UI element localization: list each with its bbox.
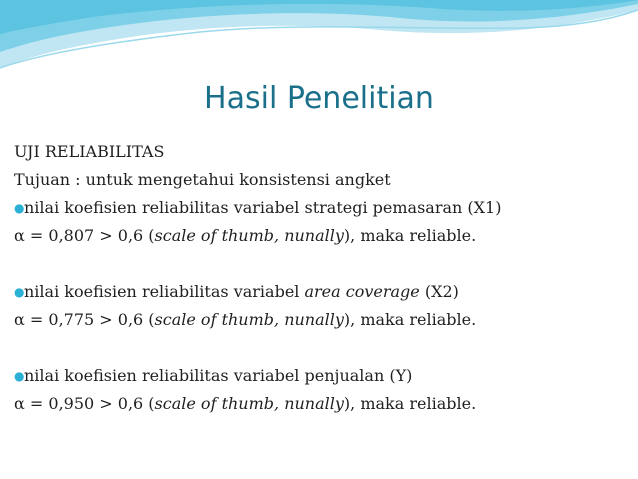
bullet-text-suffix: (Y) xyxy=(384,366,413,385)
result-suffix: ), maka reliable. xyxy=(343,394,477,413)
section-heading: UJI RELIABILITAS xyxy=(14,142,165,161)
bullet-text-suffix: (X1) xyxy=(462,198,502,217)
bullet-icon: ● xyxy=(14,201,25,215)
slide-title: Hasil Penelitian xyxy=(204,81,434,116)
bullet-variable: strategi pemasaran xyxy=(304,198,463,217)
result-prefix: α = 0,807 > 0,6 ( xyxy=(14,226,155,245)
bullet-text-suffix: (X2) xyxy=(419,282,459,301)
bullet-variable: penjualan xyxy=(304,366,385,385)
spacer xyxy=(14,250,624,278)
result-suffix: ), maka reliable. xyxy=(343,310,477,329)
result-reference: scale of thumb, nunally xyxy=(154,310,344,329)
slide-body xyxy=(14,138,624,418)
result-line-x1 xyxy=(14,222,624,250)
bullet-text-prefix: nilai koefisien reliabilitas variabel xyxy=(24,366,305,385)
result-line-y xyxy=(14,390,624,418)
result-line-x2 xyxy=(14,306,624,334)
result-prefix: α = 0,775 > 0,6 ( xyxy=(14,310,155,329)
result-reference: scale of thumb, nunally xyxy=(154,394,344,413)
bullet-icon: ● xyxy=(14,285,25,299)
bullet-text-prefix: nilai koefisien reliabilitas variabel xyxy=(24,198,305,217)
bullet-icon: ● xyxy=(14,369,25,383)
bullet-variable: area coverage xyxy=(304,282,420,301)
spacer xyxy=(14,334,624,362)
result-suffix: ), maka reliable. xyxy=(343,226,477,245)
bullet-item-y xyxy=(14,362,624,390)
result-reference: scale of thumb, nunally xyxy=(154,226,344,245)
purpose-text: Tujuan : untuk mengetahui konsistensi angket xyxy=(14,170,391,189)
bullet-item-x2 xyxy=(14,278,624,306)
bullet-item-x1 xyxy=(14,194,624,222)
bullet-text-prefix: nilai koefisien reliabilitas variabel xyxy=(24,282,305,301)
result-prefix: α = 0,950 > 0,6 ( xyxy=(14,394,155,413)
header-wave-decoration xyxy=(0,0,638,78)
